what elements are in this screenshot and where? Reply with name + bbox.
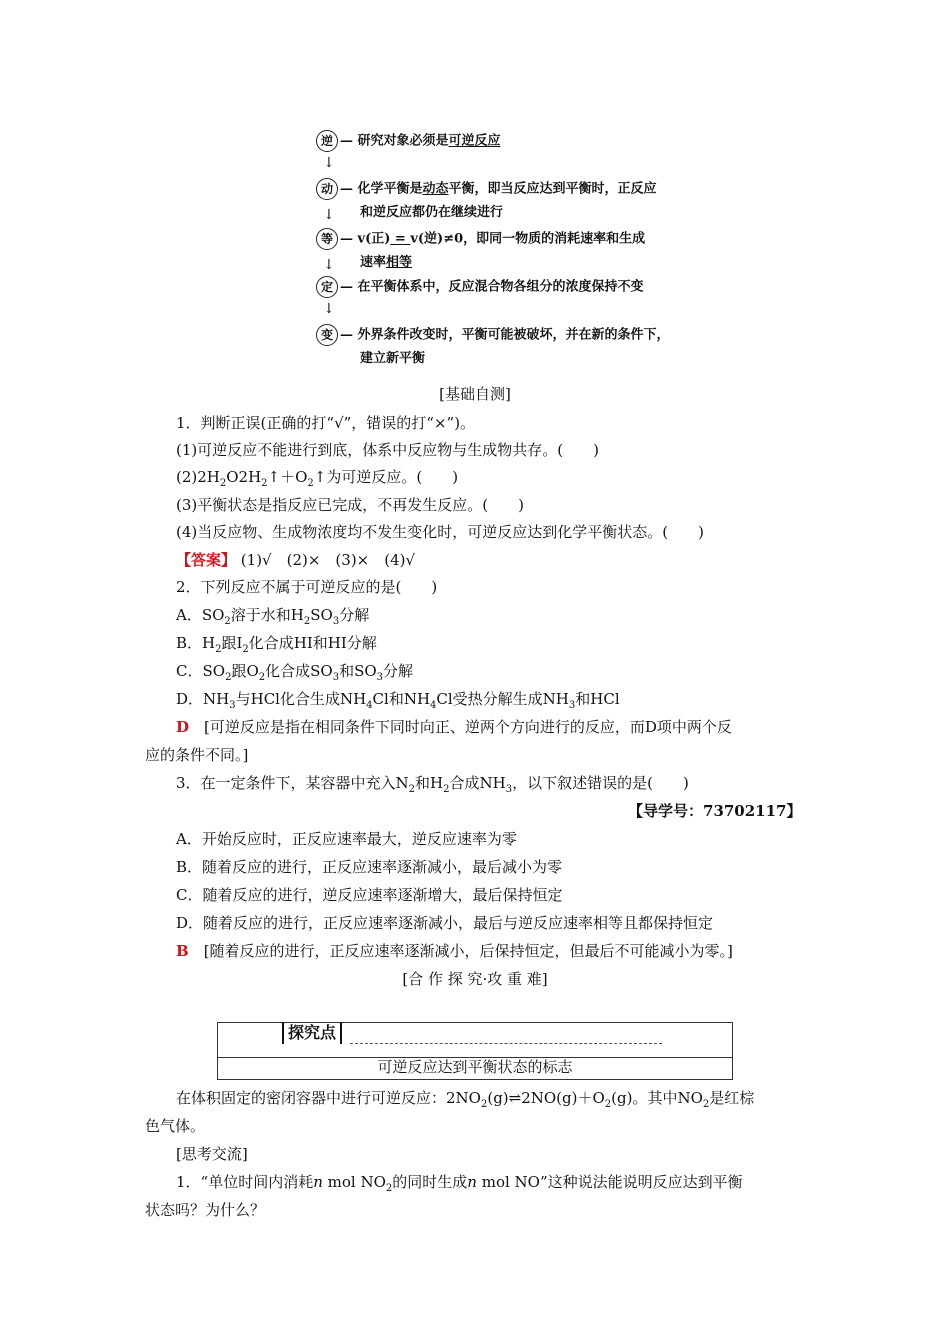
diagram-row-dong: 动 — 化学平衡是动态平衡，即当反应达到平衡时，正反应 (316, 178, 657, 201)
intro-line-2: 色气体。 (145, 1117, 206, 1135)
q1-answer: 【答案】 (1)√ (2)× (3)× (4)√ (176, 551, 416, 569)
diagram-row-bian: 变 — 外界条件改变时，平衡可能被破坏，并在新的条件下， (316, 324, 670, 347)
q2-option-a: A．$SO_2$溶于水和$H_2SO_3$分解 (176, 606, 370, 627)
explore-tag: 探究点 (282, 1022, 342, 1044)
q1-item-1: (1)可逆反应不能进行到底，体系中反应物与生成物共存。( ) (176, 441, 599, 459)
q2-option-b: B．$H_2$跟$I_2$化合成HI和HI分解 (176, 634, 377, 655)
answer-letter: D (176, 718, 190, 736)
q1-item-3: (3)平衡状态是指反应已完成，不再发生反应。( ) (176, 496, 524, 514)
q2-explain: D [可逆反应是指在相同条件下同时向正、逆两个方向进行的反应，而D项中两个反 (176, 718, 732, 736)
q1-item-2: $(2)2H_2O2H_2↑+O_2↑$为可逆反应。( ) (176, 468, 459, 489)
explore-title: 可逆反应达到平衡状态的标志 (377, 1058, 573, 1076)
diagram-char-circle: 等 (316, 228, 338, 250)
q3-option-a: A．开始反应时，正反应速率最大，逆反应速率为零 (176, 830, 517, 848)
down-arrow-icon: ↓ (323, 207, 335, 223)
down-arrow-icon: ↓ (323, 257, 335, 273)
diagram-row-dong-cont: 和逆反应都仍在继续进行 (360, 205, 504, 220)
diagram-row-deng: 等 — v(正) = v(逆)≠0，即同一物质的消耗速率和生成 (316, 228, 645, 251)
think-q1: 1．“单位时间内消耗n mol $NO_2$的同时生成n mol NO”这种说法能说明反应达到平衡 (176, 1173, 743, 1194)
diagram-row-deng-cont: 速率相等 (360, 255, 413, 270)
diagram-char-circle: 变 (316, 324, 338, 346)
intro-line-1: 在体积固定的密闭容器中进行可逆反应：$2NO_2(g)\rightleftharpoons 2NO(g)+O_2(g)$。其中$NO_2$是红棕 (176, 1089, 755, 1110)
answer-label: 【答案】 (176, 551, 237, 569)
q1-item-4: (4)当反应物、生成物浓度均不发生变化时，可逆反应达到化学平衡状态。( ) (176, 523, 704, 541)
q3-option-b: B．随着反应的进行，正反应速率逐渐减小，最后减小为零 (176, 858, 563, 876)
diagram-row-bian-cont: 建立新平衡 (360, 351, 426, 366)
down-arrow-icon: ↓ (323, 301, 335, 317)
answer-letter: B (176, 942, 189, 960)
q2-option-d: D．$NH_3$与HCl化合生成$NH_4Cl$和$NH_4Cl$受热分解生成$NH_3$和HCl (176, 690, 620, 711)
section-title-explore: [合 作 探 究·攻 重 难] (402, 970, 548, 988)
q1-stem: 1．判断正误(正确的打“√”，错误的打“×”)。 (176, 414, 476, 432)
diagram-row-ding: 定 — 在平衡体系中，反应混合物各组分的浓度保持不变 (316, 276, 644, 299)
guide-number: 【导学号：73702117】 (628, 802, 802, 820)
explore-dashed-line (350, 1043, 662, 1044)
think-title: [思考交流] (176, 1145, 248, 1163)
q2-option-c: C．$SO_2$跟$O_2$化合成$SO_3$和$SO_3$分解 (176, 662, 414, 683)
diagram-char-circle: 逆 (316, 130, 338, 152)
q3-option-c: C．随着反应的进行，逆反应速率逐渐增大，最后保持恒定 (176, 886, 563, 904)
section-title-basic-test: [基础自测] (439, 385, 511, 403)
q2-stem: 2．下列反应不属于可逆反应的是( ) (176, 578, 438, 596)
down-arrow-icon: ↓ (323, 155, 335, 171)
q2-explain-cont: 应的条件不同。] (145, 746, 249, 764)
diagram-char-circle: 定 (316, 276, 338, 298)
q3-explain: B [随着反应的进行，正反应速率逐渐减小，后保持恒定，但最后不可能减小为零。] (176, 942, 733, 960)
diagram-char-circle: 动 (316, 178, 338, 200)
think-q1-cont: 状态吗？为什么？ (145, 1201, 266, 1219)
diagram-row-ni: 逆 — 研究对象必须是可逆反应 (316, 130, 501, 153)
q3-option-d: D．随着反应的进行，正反应速率逐渐减小，最后与逆反应速率相等且都保持恒定 (176, 914, 714, 932)
q3-stem: 3．在一定条件下，某容器中充入$N_2$和$H_2$合成$NH_3$，以下叙述错误的是( ) (176, 774, 689, 795)
